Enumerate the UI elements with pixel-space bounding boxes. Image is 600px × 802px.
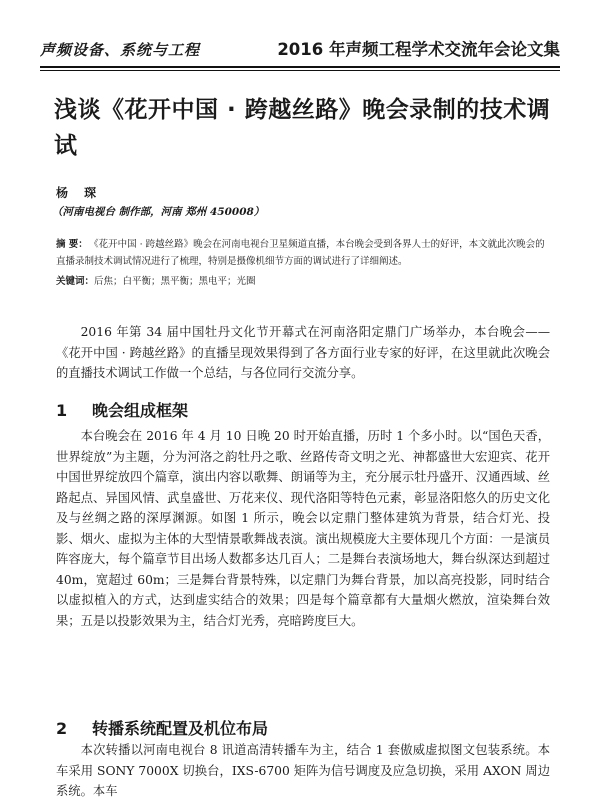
keywords-text: 后焦；白平衡；黑平衡；黑电平；光圈 — [94, 276, 256, 287]
paper-title: 浅谈《花开中国 · 跨越丝路》晚会录制的技术调试 — [54, 97, 551, 159]
author-affiliation: （河南电视台 制作部，河南 郑州 450008） — [52, 206, 265, 218]
header-rule-thick — [40, 66, 560, 68]
header-proceedings-title: 2016 年声频工程学术交流年会论文集 — [277, 40, 560, 59]
author-name: 杨 琛 — [56, 186, 103, 200]
section-2-heading — [56, 716, 268, 739]
intro-paragraph: 2016 年第 34 届中国牡丹文化节开幕式在河南洛阳定鼎门广场举办，本台晚会——《花开中国 · 跨越丝路》的直播呈现效果得到了各方面行业专家的好评，在这里就此次晚会的直播技术调试工作做一个总结，与各位同行交流分享。 — [56, 325, 550, 380]
running-header — [40, 34, 560, 60]
keywords — [56, 273, 552, 290]
section-2-title: 转播系统配置及机位布局 — [92, 719, 269, 738]
section-1-title: 晚会组成框架 — [92, 401, 189, 420]
section-1-heading — [56, 398, 188, 421]
abstract-text: 《花开中国 · 跨越丝路》晚会在河南电视台卫星频道直播，本台晚会受到各界人士的好评，本文就此次晚会的直播录制技术调试情况进行了梳理，特别是摄像机细节方面的调试进行了详细阐述。 — [56, 239, 545, 267]
section-1-paragraph: 本台晚会在 2016 年 4 月 10 日晚 20 时开始直播，历时 1 个多小时。以“国色天香，世界绽放”为主题，分为河洛之韵牡丹之歌、丝路传奇文明之光、神都盛世大宏迎宾、花开中国世界绽放四个篇章，演出内容以歌舞、朗诵等为主，充分展示牡丹盛开、汉通西域、丝路起点、异国风情、武皇盛世、万花来仪、现代洛阳等特色元素，彰显洛阳悠久的历史文化及与丝绸之路的深厚渊源。如图 1 所示，晚会以定鼎门整体建筑为背景，结合灯光、投影、烟火、虚拟为主体的大型情景歌舞战表演。演出规模庞大主要体现几个方面：一是演员阵容庞大，每个篇章节目出场人数都多达几百人；二是舞台表演场地大，舞台纵深达到超过 40m，宽超过 60m；三是舞台背景特殊，以定鼎门为舞台背景，加以高亮投影，同时结合以虚拟植入的方式，达到虚实结合的效果；四是每个篇章都有大量烟火燃放，渲染舞台效果；五是以投影效果为主，结合灯光秀，亮暗跨度巨大。 — [56, 429, 550, 628]
abstract-label: 摘 要： — [56, 239, 88, 250]
section-2-number: 2 — [56, 719, 68, 738]
section-1-number: 1 — [56, 401, 68, 420]
keywords-label: 关键词： — [56, 276, 95, 287]
abstract — [56, 236, 552, 270]
header-rule-thin — [40, 70, 560, 71]
section-2-paragraph: 本次转播以河南电视台 8 讯道高清转播车为主，结合 1 套傲威虚拟图文包装系统。本车采用 SONY 7000X 切换台，IXS-6700 矩阵为信号调度及应急切换，采用 AXON 周边系统。本车 — [56, 743, 550, 798]
header-section-name: 声频设备、系统与工程 — [40, 41, 201, 59]
